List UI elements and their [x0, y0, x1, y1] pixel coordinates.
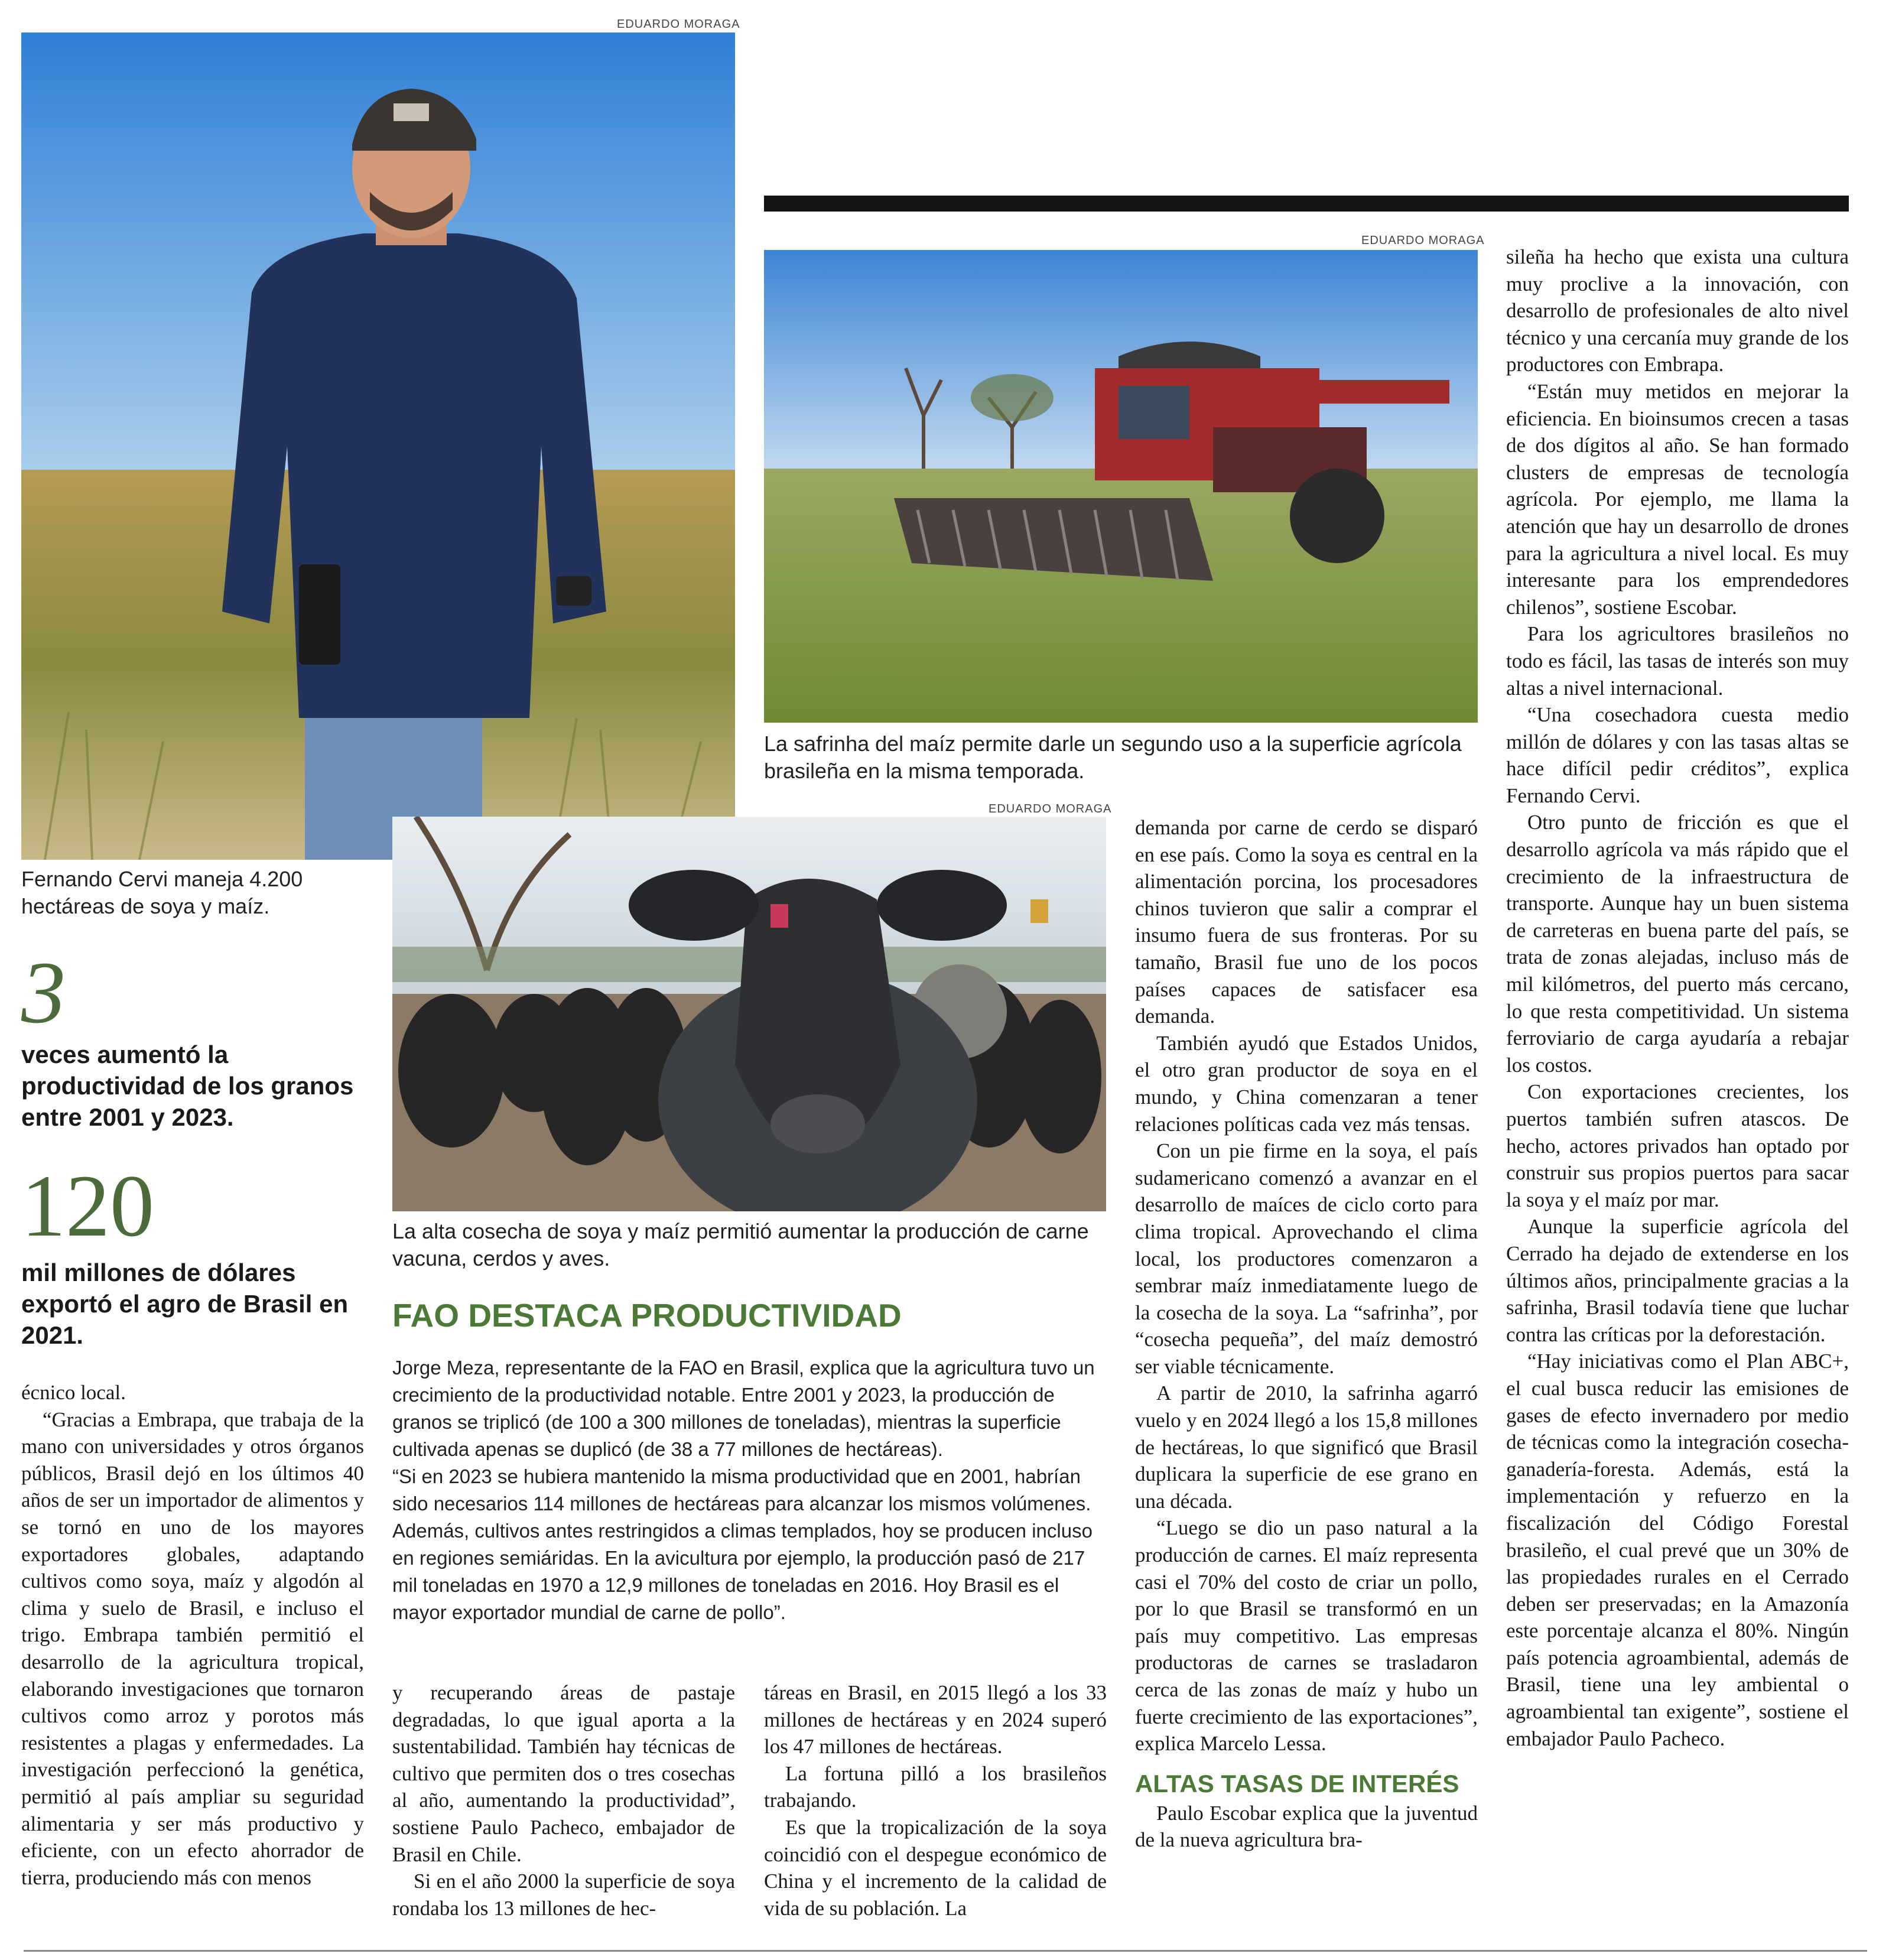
- column-5-body: [1506, 243, 1849, 1752]
- col5-paragraph: Otro punto de fricción es que el desarrollo agrícola va más rápido que el crecimiento de la infraestructura de transporte. Aunque hay un buen sistema de carreteras en buena parte del país, se trata de zonas alejadas, incluso más de mil kilómetros, del puerto más cercano, lo que resta competitividad. Un sistema ferroviario de carga ayudaría a rebajar los costos.: [1506, 811, 1849, 1077]
- col3-paragraph: La fortuna pilló a los brasileños trabajando.: [764, 1761, 1107, 1812]
- photo-credit-farmer: EDUARDO MORAGA: [617, 18, 740, 31]
- column-4-body: [1135, 814, 1478, 1854]
- fao-paragraph: Jorge Meza, representante de la FAO en Brasil, explica que la agricultura tuvo un crecimiento de la productividad notable. Entre 2001 y 2023, la producción de granos se triplicó (de 100 a 300 millones de toneladas), mientras la superficie cultivada apenas se duplicó (de 38 a 77 millones de hectáreas).: [392, 1357, 1095, 1460]
- stat-number-2: 120: [21, 1157, 154, 1255]
- harvester-photo: [764, 250, 1478, 723]
- caption-harvester: La safrinha del maíz permite darle un segundo uso a la superficie agrícola brasileña en la misma temporada.: [764, 732, 1462, 783]
- col4-paragraph: Paulo Escobar explica que la juventud de la nueva agricultura bra-: [1135, 1801, 1478, 1852]
- interest-subheading: ALTAS TASAS DE INTERÉS: [1135, 1769, 1459, 1798]
- col3-paragraph: táreas en Brasil, en 2015 llegó a los 33 millones de hectáreas y en 2024 superó los 47 millones de hectáreas.: [764, 1681, 1107, 1759]
- col5-paragraph: Aunque la superficie agrícola del Cerrado ha dejado de extenderse en los últimos años, principalmente gracias a la safrinha, Brasil todavía tiene que luchar contra las críticas por la deforestación.: [1506, 1215, 1849, 1346]
- col4-paragraph: También ayudó que Estados Unidos, el otro gran productor de soya en el mundo, y China comenzaran a tener relaciones políticas cada vez más tensas.: [1135, 1031, 1478, 1136]
- bottom-rule: [24, 1950, 1867, 1952]
- col1-paragraph: écnico local.: [21, 1381, 126, 1404]
- photo-credit-cattle: EDUARDO MORAGA: [989, 802, 1112, 815]
- col5-paragraph: sileña ha hecho que exista una cultura muy proclive a la innovación, con desarrollo de profesionales de alto nivel técnico y una cercanía muy grande de los productores con Embrapa.: [1506, 245, 1849, 376]
- col4-paragraph: demanda por carne de cerdo se disparó en ese país. Como la soya es central en la alimentación porcina, los procesadores chinos tuvieron que salir a comprar el insumo fuera de sus fronteras. Por su tamaño, Brasil fue uno de los pocos países capaces de satisfacer esa demanda.: [1135, 816, 1478, 1028]
- cattle-photo: [392, 817, 1106, 1211]
- col2-paragraph: Si en el año 2000 la superficie de soya rondaba los 13 millones de hec-: [392, 1870, 735, 1920]
- col2-paragraph: y recuperando áreas de pastaje degradadas, lo que igual aporta a la sustentabilidad. También hay técnicas de cultivo que permiten dos o tres cosechas al año, aumentando la productividad”, sostiene Paulo Pacheco, embajador de Brasil en Chile.: [392, 1681, 735, 1866]
- stat-number-1: 3: [21, 944, 66, 1042]
- fao-box-body: [392, 1354, 1107, 1626]
- col4-paragraph: “Luego se dio un paso natural a la producción de carnes. El maíz representa casi el 70% del costo de criar un pollo, por lo que Brasil se transformó en un país muy competitivo. Las empresas productoras de carnes se trasladaron cerca de las zonas de maíz y hubo un fuerte crecimiento de las exportaciones”, explica Marcelo Lessa.: [1135, 1516, 1478, 1756]
- col5-paragraph: “Una cosechadora cuesta medio millón de dólares y con las tasas altas se hace difícil pedir créditos”, explica Fernando Cervi.: [1506, 703, 1849, 807]
- caption-farmer: Fernando Cervi maneja 4.200 hectáreas de soya y maíz.: [21, 867, 303, 918]
- col4-paragraph: Con un pie firme en la soya, el país sudamericano comenzó a avanzar en el desarrollo de maíces de ciclo corto para clima tropical. Aprovechando el clima local, los productores comenzaron a sembrar maíz inmediatamente luego de la cosecha de la soya. La “safrinha”, por “cosecha pequeña”, del maíz demostró ser viable técnicamente.: [1135, 1139, 1478, 1378]
- top-rule: [764, 196, 1849, 212]
- col5-paragraph: Con exportaciones crecientes, los puertos también sufren atascos. De hecho, actores privados han optado por construir sus propios puertos para sacar la soya y el maíz por mar.: [1506, 1080, 1849, 1211]
- col3-paragraph: Es que la tropicalización de la soya coincidió con el despegue económico de China y el incremento de la calidad de vida de su población. La: [764, 1815, 1107, 1920]
- col5-paragraph: “Están muy metidos en mejorar la eficiencia. En bioinsumos crecen a tasas de dos dígitos al año. Se han formado clusters de empresas de tecnología agrícola. Por ejemplo, me llama la atención que hay un desarrollo de drones para la agricultura a nivel local. Es muy interesante para los emprendedores chilenos”, sostiene Escobar.: [1506, 379, 1849, 619]
- column-1-body: [21, 1379, 364, 1891]
- caption-cattle: La alta cosecha de soya y maíz permitió aumentar la producción de carne vacuna, cerdos y aves.: [392, 1219, 1089, 1270]
- farmer-photo: [21, 32, 735, 860]
- col5-paragraph: Para los agricultores brasileños no todo es fácil, las tasas de interés son muy altas a nivel internacional.: [1506, 622, 1849, 700]
- photo-credit-harvester: EDUARDO MORAGA: [1361, 234, 1485, 247]
- col4-paragraph: A partir de 2010, la safrinha agarró vuelo y en 2024 llegó a los 15,8 millones de hectáreas, lo que significó que Brasil duplicara la superficie de ese grano en una década.: [1135, 1382, 1478, 1513]
- fao-paragraph: “Si en 2023 se hubiera mantenido la misma productividad que en 2001, habrían sido necesarios 114 millones de hectáreas para alcanzar los mismos volúmenes. Además, cultivos antes restringidos a climas templados, hoy se producen incluso en regiones semiáridas. En la avicultura por ejemplo, la producción pasó de 217 mil toneladas en 1970 a 12,9 millones de toneladas en 2016. Hoy Brasil es el mayor exportador mundial de carne de pollo”.: [392, 1465, 1093, 1623]
- fao-heading: FAO DESTACA PRODUCTIVIDAD: [392, 1297, 902, 1334]
- stat-text-1: veces aumentó la productividad de los granos entre 2001 y 2023.: [21, 1041, 354, 1131]
- col5-paragraph: “Hay iniciativas como el Plan ABC+, el cual busca reducir las emisiones de gases de efecto invernadero por medio de técnicas como la integración cosecha-ganadería-foresta. Además, está la implementación y refuerzo en la fiscalización del Código Forestal brasileño, el cual prevé que un 30% de las propiedades rurales en el Cerrado deben ser preservadas; en la Amazonía este porcentaje alcanza el 80%. Ningún país potencia agroambiental, además de Brasil, tiene una ley ambiental o agroambiental tan exigente”, sostiene el embajador Paulo Pacheco.: [1506, 1350, 1849, 1750]
- column-2-body: [392, 1679, 735, 1922]
- stat-text-2: mil millones de dólares exportó el agro de Brasil en 2021.: [21, 1259, 349, 1349]
- col1-paragraph: “Gracias a Embrapa, que trabaja de la mano con universidades y otros órganos públicos, Brasil dejó en los últimos 40 años de ser un importador de alimentos y se tornó en uno de los mayores exportadores globales, adaptando cultivos como soya, maíz y algodón al clima y suelo de Brasil, e incluso el trigo. Embrapa también permitió el desarrollo de la agricultura tropical, elaborando investigaciones que tornaron cultivos como arroz y porotos más resistentes a plagas y enfermedades. La investigación perfeccionó la genética, permitió al país ampliar su seguridad alimentaria y ser más productivo y eficiente, con un efecto ahorrador de tierra, produciendo más con menos: [21, 1408, 364, 1889]
- column-3-body: [764, 1679, 1107, 1922]
